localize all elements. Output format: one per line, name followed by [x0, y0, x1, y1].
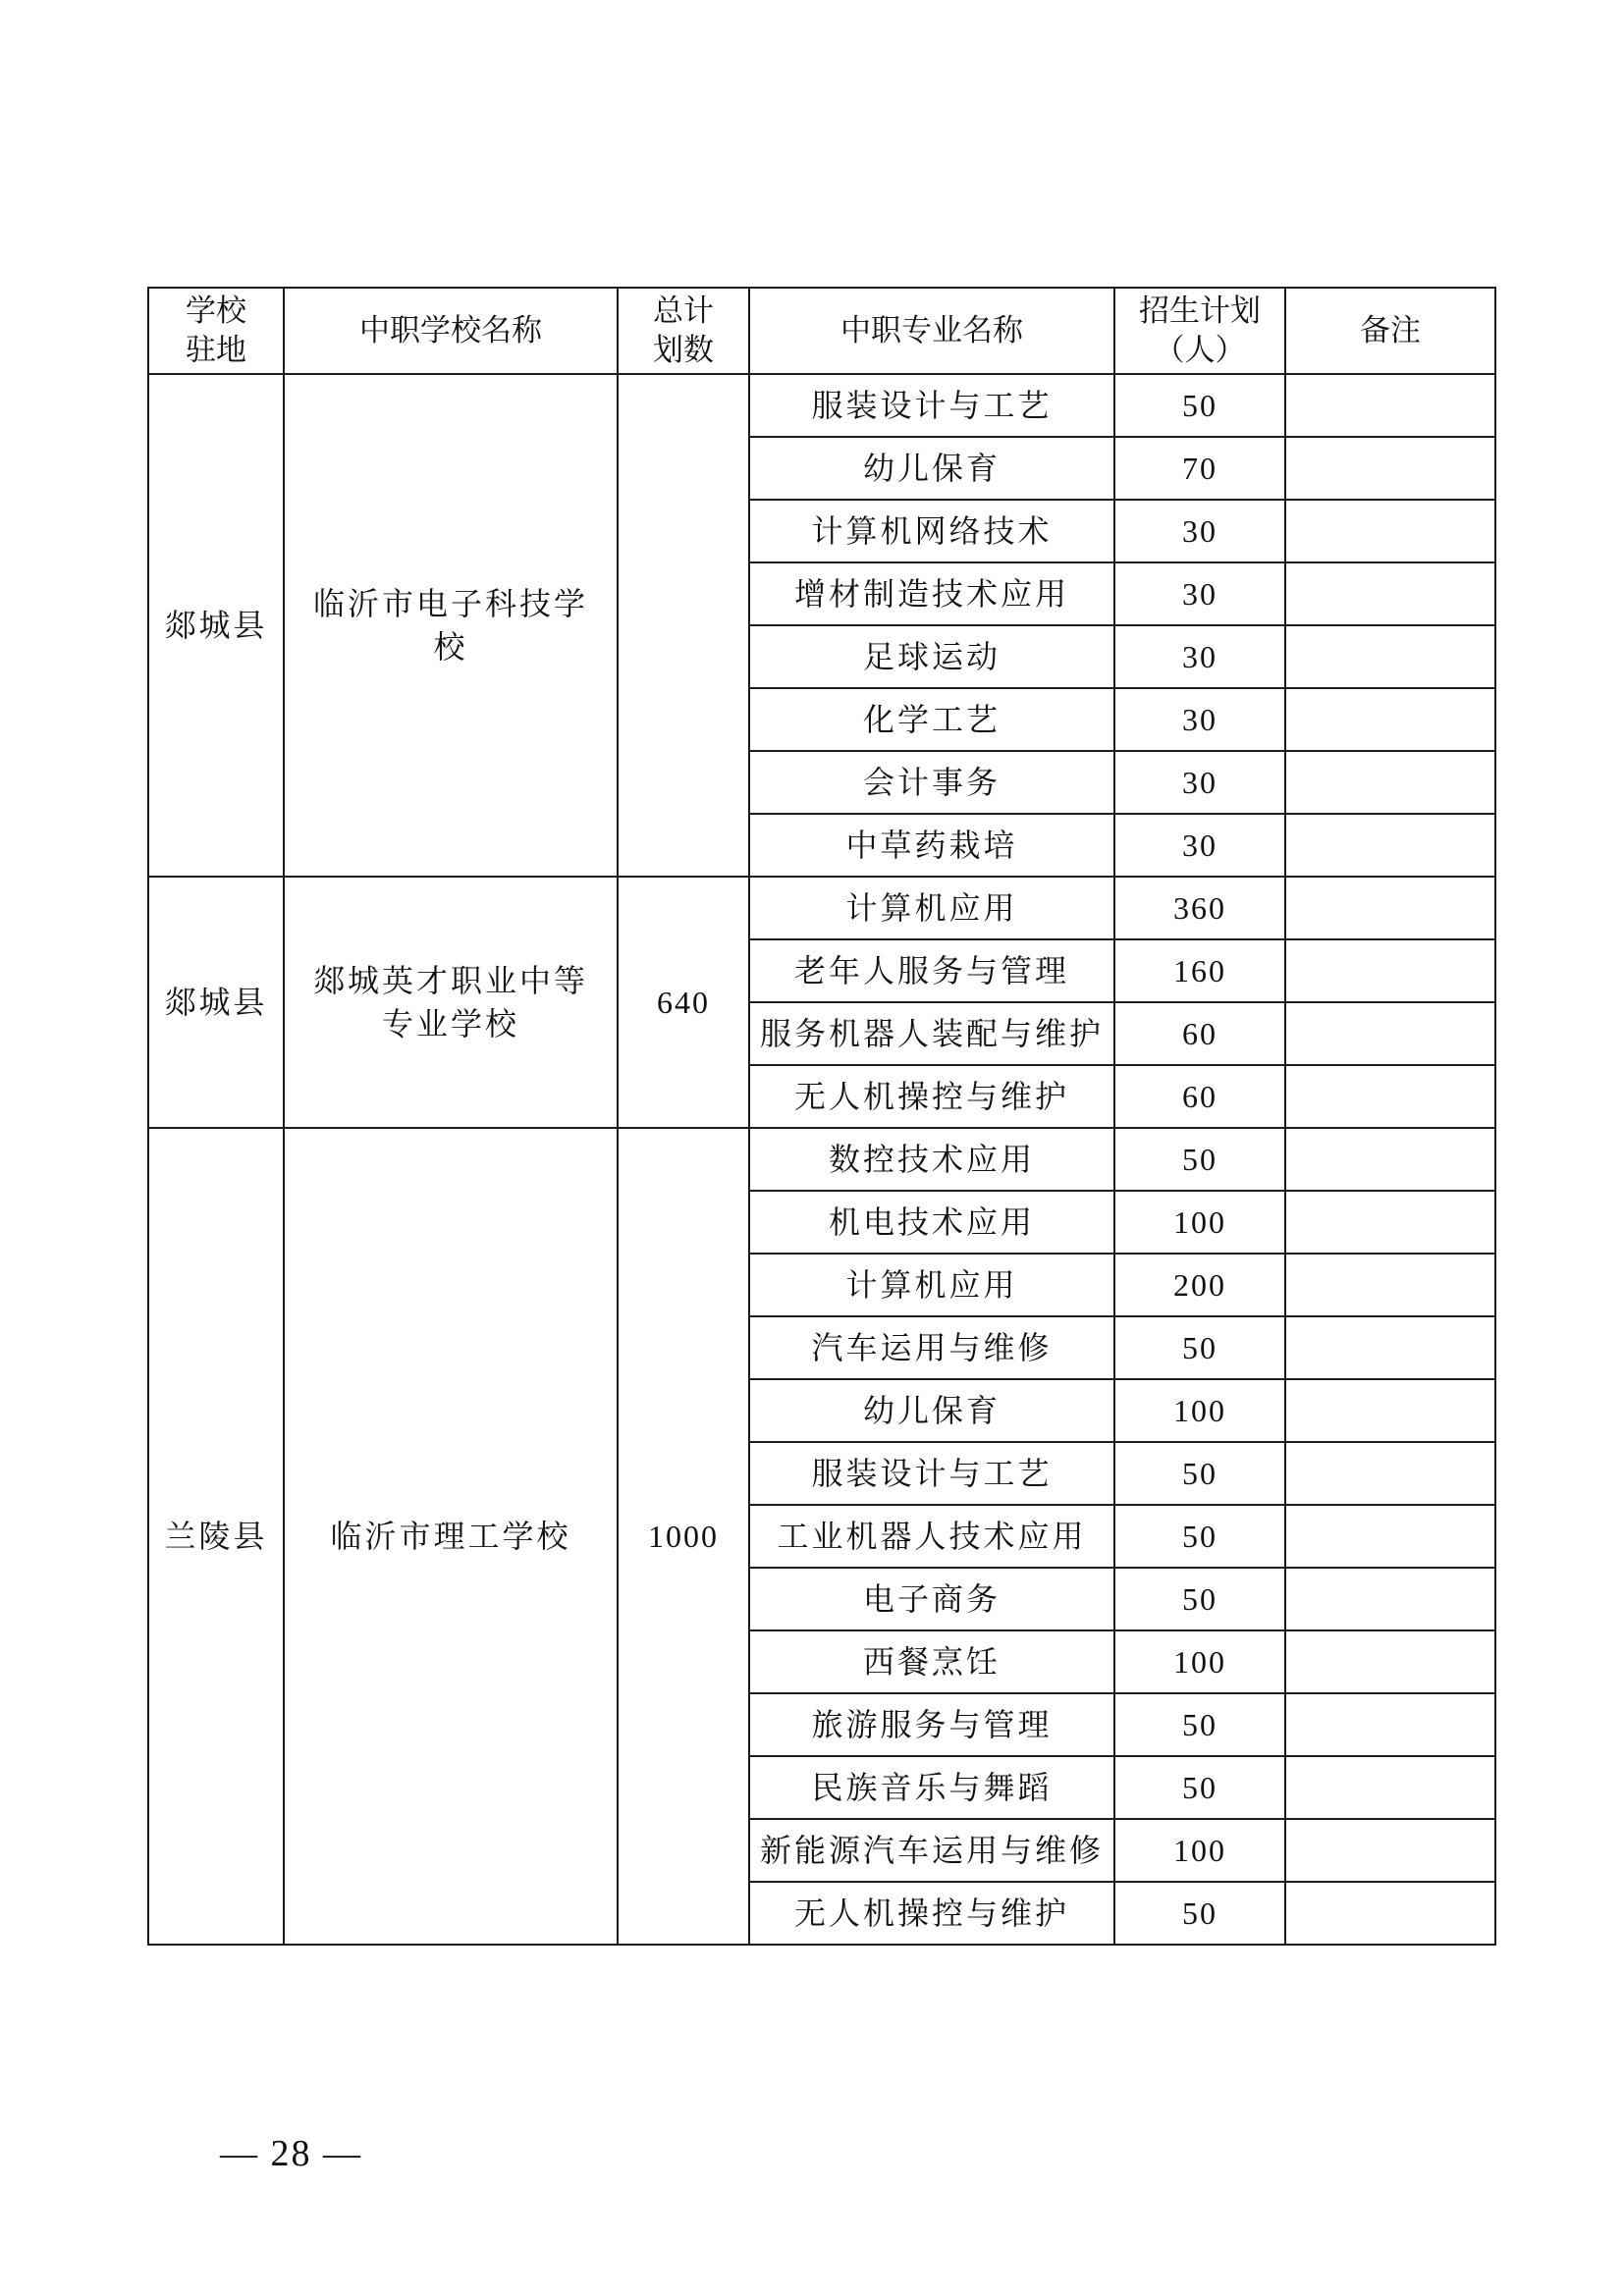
- enrollment-plan-cell: 50: [1114, 1505, 1285, 1568]
- enrollment-plan-table: [147, 287, 1496, 1946]
- total-plan-cell: 1000: [618, 1128, 749, 1945]
- remark-cell: [1285, 1756, 1495, 1819]
- table-row: [148, 1128, 1495, 1191]
- enrollment-plan-cell: 100: [1114, 1191, 1285, 1254]
- total-plan-cell: [618, 374, 749, 877]
- school-name-cell: [284, 374, 618, 877]
- major-name-cell: 电子商务: [749, 1568, 1114, 1630]
- enrollment-plan-cell: 50: [1114, 1693, 1285, 1756]
- enrollment-plan-cell: 30: [1114, 814, 1285, 877]
- enrollment-plan-cell: 100: [1114, 1630, 1285, 1693]
- remark-cell: [1285, 437, 1495, 500]
- enrollment-plan-cell: 200: [1114, 1254, 1285, 1316]
- remark-cell: [1285, 1379, 1495, 1442]
- major-name-cell: 会计事务: [749, 751, 1114, 814]
- remark-cell: [1285, 1002, 1495, 1065]
- header-total: [618, 288, 749, 374]
- enrollment-plan-cell: 50: [1114, 1316, 1285, 1379]
- major-name-cell: 中草药栽培: [749, 814, 1114, 877]
- major-name-cell: 西餐烹饪: [749, 1630, 1114, 1693]
- enrollment-plan-cell: 60: [1114, 1002, 1285, 1065]
- enrollment-plan-cell: 30: [1114, 688, 1285, 751]
- school-name-cell: [284, 1128, 618, 1945]
- major-name-cell: 服装设计与工艺: [749, 374, 1114, 437]
- school-name-text: 郯城英才职业中等专业学校: [312, 962, 588, 1042]
- remark-cell: [1285, 1505, 1495, 1568]
- header-total-line1: 总计: [653, 294, 714, 329]
- total-plan-cell: 640: [618, 877, 749, 1128]
- header-total-line2: 划数: [653, 333, 714, 368]
- school-name-text: 临沂市理工学校: [330, 1518, 571, 1555]
- header-plan-line2: （人）: [1154, 333, 1246, 368]
- remark-cell: [1285, 688, 1495, 751]
- major-name-cell: 数控技术应用: [749, 1128, 1114, 1191]
- major-name-cell: 化学工艺: [749, 688, 1114, 751]
- major-name-cell: 幼儿保育: [749, 1379, 1114, 1442]
- table-row: [148, 877, 1495, 939]
- major-name-cell: 服装设计与工艺: [749, 1442, 1114, 1505]
- page-number: — 28 —: [220, 2133, 362, 2174]
- enrollment-plan-cell: 360: [1114, 877, 1285, 939]
- remark-cell: [1285, 1442, 1495, 1505]
- major-name-cell: 老年人服务与管理: [749, 939, 1114, 1002]
- remark-cell: [1285, 1568, 1495, 1630]
- major-name-cell: 无人机操控与维护: [749, 1882, 1114, 1945]
- remark-cell: [1285, 1065, 1495, 1128]
- enrollment-plan-cell: 50: [1114, 1442, 1285, 1505]
- remark-cell: [1285, 939, 1495, 1002]
- header-plan: [1114, 288, 1285, 374]
- header-remark: 备注: [1285, 288, 1495, 374]
- remark-cell: [1285, 1128, 1495, 1191]
- table-body: [148, 374, 1495, 1945]
- remark-cell: [1285, 374, 1495, 437]
- remark-cell: [1285, 500, 1495, 562]
- header-plan-line1: 招生计划: [1139, 294, 1261, 329]
- enrollment-plan-cell: 50: [1114, 374, 1285, 437]
- enrollment-plan-cell: 50: [1114, 1756, 1285, 1819]
- remark-cell: [1285, 751, 1495, 814]
- enrollment-plan-cell: 30: [1114, 625, 1285, 688]
- table-header-row: [148, 288, 1495, 374]
- major-name-cell: 幼儿保育: [749, 437, 1114, 500]
- major-name-cell: 计算机应用: [749, 1254, 1114, 1316]
- major-name-cell: 汽车运用与维修: [749, 1316, 1114, 1379]
- major-name-cell: 民族音乐与舞蹈: [749, 1756, 1114, 1819]
- remark-cell: [1285, 625, 1495, 688]
- remark-cell: [1285, 1693, 1495, 1756]
- header-location-line1: 学校: [186, 294, 246, 329]
- remark-cell: [1285, 1254, 1495, 1316]
- major-name-cell: 旅游服务与管理: [749, 1693, 1114, 1756]
- enrollment-plan-cell: 50: [1114, 1128, 1285, 1191]
- remark-cell: [1285, 562, 1495, 625]
- major-name-cell: 足球运动: [749, 625, 1114, 688]
- school-location-cell: 郯城县: [148, 877, 284, 1128]
- major-name-cell: 增材制造技术应用: [749, 562, 1114, 625]
- school-name-cell: [284, 877, 618, 1128]
- enrollment-plan-cell: 70: [1114, 437, 1285, 500]
- major-name-cell: 计算机网络技术: [749, 500, 1114, 562]
- remark-cell: [1285, 1882, 1495, 1945]
- remark-cell: [1285, 1191, 1495, 1254]
- school-location-cell: 郯城县: [148, 374, 284, 877]
- remark-cell: [1285, 1819, 1495, 1882]
- remark-cell: [1285, 1630, 1495, 1693]
- major-name-cell: 机电技术应用: [749, 1191, 1114, 1254]
- enrollment-plan-cell: 30: [1114, 751, 1285, 814]
- major-name-cell: 无人机操控与维护: [749, 1065, 1114, 1128]
- header-school: 中职学校名称: [284, 288, 618, 374]
- school-location-cell: 兰陵县: [148, 1128, 284, 1945]
- major-name-cell: 计算机应用: [749, 877, 1114, 939]
- enrollment-plan-cell: 160: [1114, 939, 1285, 1002]
- enrollment-plan-cell: 50: [1114, 1882, 1285, 1945]
- enrollment-plan-cell: 60: [1114, 1065, 1285, 1128]
- header-location: [148, 288, 284, 374]
- major-name-cell: 新能源汽车运用与维修: [749, 1819, 1114, 1882]
- enrollment-plan-cell: 30: [1114, 562, 1285, 625]
- remark-cell: [1285, 877, 1495, 939]
- table-row: [148, 374, 1495, 437]
- header-major: 中职专业名称: [749, 288, 1114, 374]
- header-location-line2: 驻地: [186, 333, 246, 368]
- enrollment-plan-cell: 100: [1114, 1819, 1285, 1882]
- major-name-cell: 工业机器人技术应用: [749, 1505, 1114, 1568]
- remark-cell: [1285, 814, 1495, 877]
- enrollment-plan-cell: 30: [1114, 500, 1285, 562]
- school-name-text: 临沂市电子科技学校: [312, 585, 588, 666]
- enrollment-plan-cell: 100: [1114, 1379, 1285, 1442]
- enrollment-plan-cell: 50: [1114, 1568, 1285, 1630]
- major-name-cell: 服务机器人装配与维护: [749, 1002, 1114, 1065]
- remark-cell: [1285, 1316, 1495, 1379]
